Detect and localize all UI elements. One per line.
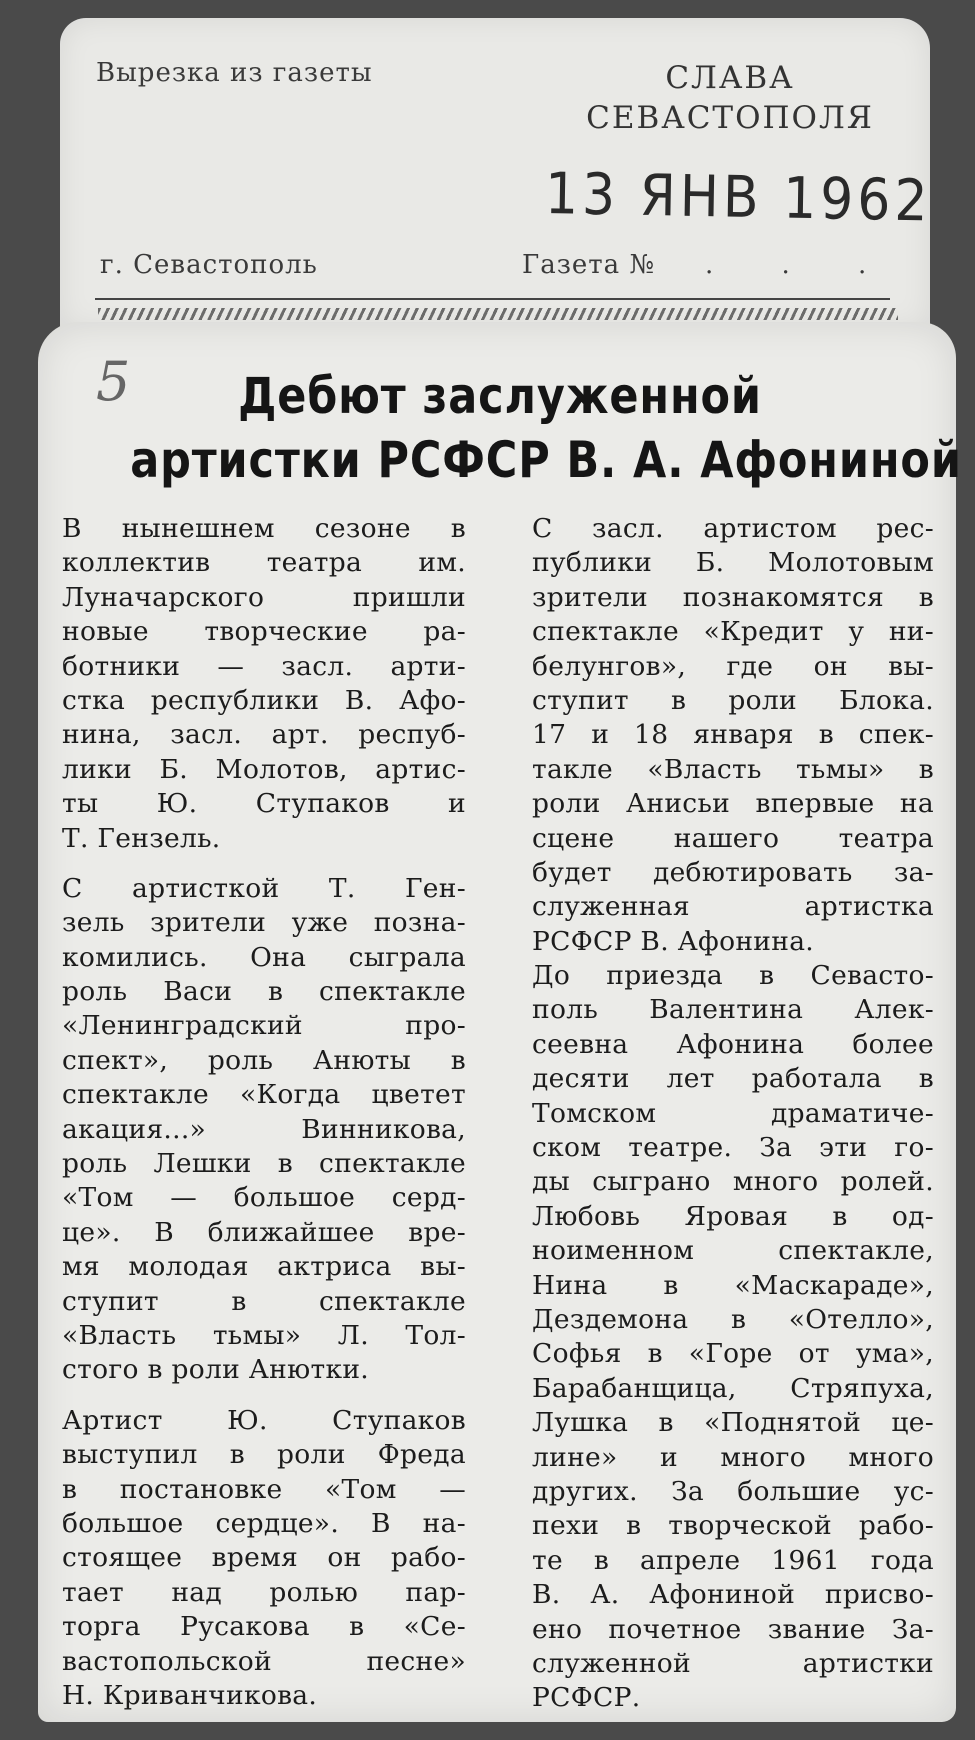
article-text-line: других. За большие ус- bbox=[532, 1475, 934, 1507]
article-text-line: ском театре. За эти го- bbox=[532, 1132, 934, 1164]
article-text-line: Барабанщица, Стряпуха, bbox=[532, 1372, 934, 1404]
article-text-line: ноименном спектакле, bbox=[532, 1235, 934, 1267]
article-text-line: Томском драматиче- bbox=[532, 1097, 934, 1129]
article-text-line: спектакле «Кредит у ни- bbox=[532, 616, 934, 648]
header-divider bbox=[95, 298, 890, 300]
article-text-line: лине» и много много bbox=[532, 1441, 934, 1473]
article-text-line: Нина в «Маскараде», bbox=[532, 1269, 934, 1301]
article-text-line: Луначарского пришли bbox=[62, 581, 466, 613]
article-text-line: вастопольской песне» bbox=[62, 1645, 466, 1677]
article-text-line: Любовь Яровая в од- bbox=[532, 1200, 934, 1232]
article-text-line: ступит в спектакле bbox=[62, 1285, 466, 1317]
article-text-line: С засл. артистом рес- bbox=[532, 513, 934, 544]
article-text-line: «Власть тьмы» Л. Тол- bbox=[62, 1319, 466, 1351]
article-text-line: такле «Власть тьмы» в bbox=[532, 753, 934, 785]
article-text-line: выступил в роли Фреда bbox=[62, 1439, 466, 1471]
handwritten-number: 5 bbox=[96, 350, 131, 413]
article-text-line: стоящее время он рабо- bbox=[62, 1542, 466, 1574]
article-text-line: Т. Гензель. bbox=[62, 822, 221, 854]
article-text-line: «Том — большое серд- bbox=[62, 1182, 466, 1214]
article-text-line: спект», роль Анюты в bbox=[62, 1044, 466, 1076]
header-hatch-border bbox=[98, 308, 898, 320]
article-text-line: мя молодая актриса вы- bbox=[62, 1251, 466, 1283]
article-text-line: акация...» Винникова, bbox=[62, 1113, 466, 1145]
paragraph-gap bbox=[62, 1388, 466, 1404]
article-text-line: Н. Криванчикова. bbox=[62, 1679, 318, 1711]
headline-line-1: Дебют заслуженной bbox=[238, 367, 762, 425]
article-text-line: Дездемона в «Отелло», bbox=[532, 1303, 934, 1335]
article-text-line: Лушка в «Поднятой це- bbox=[532, 1407, 934, 1439]
article-text-line: новые творческие ра- bbox=[62, 616, 466, 648]
article-text-line: «Ленинградский про- bbox=[62, 1010, 466, 1042]
article-text-line: сцене нашего театра bbox=[532, 822, 934, 854]
article-text-line: служенной артистки bbox=[532, 1647, 934, 1679]
article-text-line: ступит в роли Блока. bbox=[532, 684, 934, 716]
article-text-line: нина, засл. арт. респуб- bbox=[62, 719, 466, 751]
article-text-line: ботники — засл. арти- bbox=[62, 650, 466, 682]
article-column-right bbox=[532, 512, 934, 1716]
article-text-line: РСФСР. bbox=[532, 1682, 641, 1714]
article-text-line: До приезда в Севасто- bbox=[532, 960, 934, 992]
article-text-line: Софья в «Горе от ума», bbox=[532, 1338, 934, 1370]
article-text-line: большое сердце». В на- bbox=[62, 1507, 466, 1539]
article-text-line: 17 и 18 января в спек- bbox=[532, 719, 934, 751]
article-text-line: ты Ю. Ступаков и bbox=[62, 788, 466, 820]
article-text-line: те в апреле 1961 года bbox=[532, 1544, 934, 1576]
article-text-line: роли Анисьи впервые на bbox=[532, 788, 934, 820]
article-text-line: десяти лет работала в bbox=[532, 1063, 934, 1095]
article-column-left bbox=[62, 512, 466, 1713]
article-text-line: зрители познакомятся в bbox=[532, 581, 934, 613]
article-text-line: пехи в творческой рабо- bbox=[532, 1510, 934, 1542]
article-text-line: в постановке «Том — bbox=[62, 1473, 466, 1505]
article-text-line: стка республики В. Афо- bbox=[62, 684, 466, 716]
article-text-line: белунгов», где он вы- bbox=[532, 650, 934, 682]
headline-line-2: артистки РСФСР В. А. Афониной bbox=[130, 431, 962, 489]
article-text-line: зель зрители уже позна- bbox=[62, 907, 466, 939]
article-text-line: публики Б. Молотовым bbox=[532, 547, 934, 579]
article-text-line: торга Русакова в «Се- bbox=[62, 1611, 466, 1643]
article-text-line: коллектив театра им. bbox=[62, 547, 466, 579]
article-text-line: спектакле «Когда цветет bbox=[62, 1079, 466, 1111]
paragraph-gap bbox=[62, 856, 466, 872]
city-label: г. Севастополь bbox=[100, 250, 318, 280]
issue-number-label: Газета № bbox=[522, 250, 656, 280]
article-text-line: будет дебютировать за- bbox=[532, 856, 934, 888]
newspaper-name bbox=[560, 58, 900, 138]
article-text-line: С артисткой Т. Ген- bbox=[62, 872, 466, 904]
article-text-line: сеевна Афонина более bbox=[532, 1028, 934, 1060]
article-text-line: РСФСР В. Афонина. bbox=[532, 925, 815, 957]
article-text-line: ды сыграно много ролей. bbox=[532, 1166, 934, 1198]
article-text-line: лики Б. Молотов, артис- bbox=[62, 753, 466, 785]
newspaper-name-line-2: СЕВАСТОПОЛЯ bbox=[586, 100, 874, 136]
article-text-line: В нынешнем сезоне в bbox=[62, 513, 466, 544]
article-text-line: Артист Ю. Ступаков bbox=[62, 1404, 466, 1436]
newspaper-name-line-1: СЛАВА bbox=[665, 60, 795, 96]
article-text-line: стого в роли Анютки. bbox=[62, 1354, 370, 1386]
article-text-line: В. А. Афониной присво- bbox=[532, 1579, 934, 1611]
date-stamp: 13 ЯНВ 1962 bbox=[544, 161, 932, 235]
article-text-line: це». В ближайшее вре- bbox=[62, 1216, 466, 1248]
article-text-line: роль Лешки в спектакле bbox=[62, 1148, 466, 1180]
clip-source-label: Вырезка из газеты bbox=[96, 58, 373, 88]
article-text-line: служенная артистка bbox=[532, 891, 934, 923]
article-text-line: тает над ролью пар- bbox=[62, 1576, 466, 1608]
article-text-line: комились. Она сыграла bbox=[62, 941, 466, 973]
issue-number-dots: . . . bbox=[705, 250, 897, 280]
article-headline bbox=[130, 364, 962, 492]
article-text-line: поль Валентина Алек- bbox=[532, 994, 934, 1026]
article-text-line: ено почетное звание За- bbox=[532, 1613, 934, 1645]
article-text-line: роль Васи в спектакле bbox=[62, 976, 466, 1008]
